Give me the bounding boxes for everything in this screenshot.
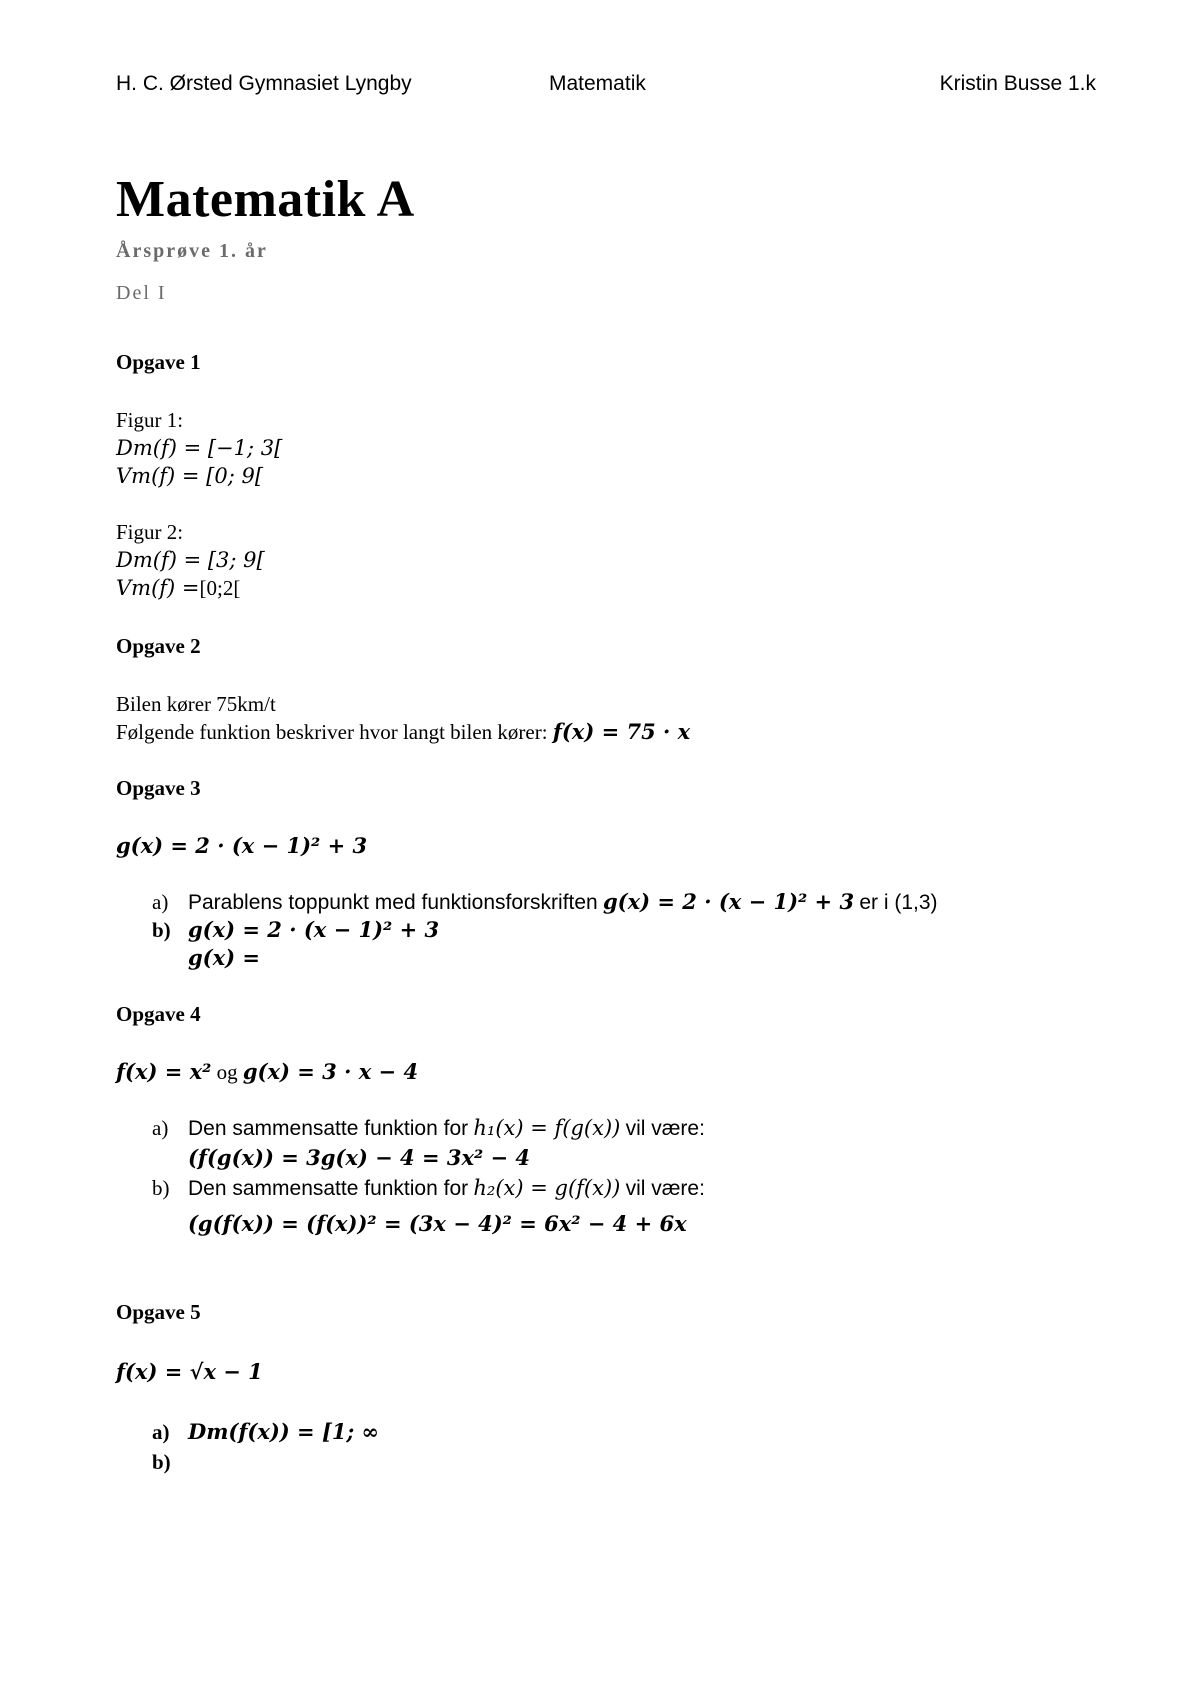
opgave3-formula: g(x) = 2 · (x − 1)² + 3: [116, 833, 368, 858]
opgave3-b-formula: g(x) = 2 · (x − 1)² + 3: [188, 917, 440, 942]
figur2-dm: Dm(f) = [3; 9[: [116, 548, 265, 572]
opgave4-item-a: [152, 1114, 705, 1143]
figur1-vm: Vm(f) = [0; 9[: [116, 464, 264, 488]
opgave4-formula-f: f(x) = x²: [116, 1059, 212, 1084]
opgave4-b-tail: vil være:: [625, 1177, 705, 1200]
opgave4-b-text: Den sammensatte funktion for: [188, 1177, 469, 1200]
opgave2-heading: Opgave 2: [116, 634, 201, 658]
opgave3-a-tail: er i (1,3): [859, 891, 938, 914]
opgave4-b-formula: h₂(x) = g(f(x)): [473, 1176, 621, 1200]
opgave2-line2: [116, 718, 690, 746]
opgave1-heading: Opgave 1: [116, 350, 201, 374]
opgave4-item-a-result: [152, 1144, 530, 1172]
header-school: H. C. Ørsted Gymnasiet Lyngby: [116, 72, 412, 95]
opgave2-formula: f(x) = 75 · x: [552, 719, 691, 744]
opgave4-formula-og: og: [216, 1060, 238, 1084]
opgave4-item-b: [152, 1174, 705, 1203]
opgave2-line1: Bilen kører 75km/t: [116, 692, 276, 716]
opgave5-item-a: [152, 1418, 379, 1446]
opgave3-heading: Opgave 3: [116, 776, 201, 800]
opgave3-item-b-line2: [152, 944, 260, 972]
document-title: Matematik A: [116, 171, 415, 228]
figur2-vm-value: [0;2[: [199, 576, 241, 600]
opgave3-b-marker: b): [152, 918, 171, 942]
header-author: Kristin Busse 1.k: [939, 72, 1096, 95]
opgave4-a-marker: a): [152, 1116, 169, 1140]
figur1-label: Figur 1:: [116, 408, 184, 432]
page-header: [116, 72, 1096, 102]
figur2-vm-prefix: Vm(f) =: [116, 576, 200, 600]
opgave3-item-a: [152, 888, 938, 917]
opgave5-a-marker: a): [152, 1420, 170, 1444]
opgave4-item-b-result: [152, 1210, 687, 1238]
opgave4-a-result: (f(g(x)) = 3g(x) − 4 = 3x² − 4: [188, 1145, 531, 1170]
figur2-vm: [116, 574, 240, 602]
opgave5-heading: Opgave 5: [116, 1300, 201, 1324]
opgave4-a-formula: h₁(x) = f(g(x)): [473, 1116, 621, 1140]
opgave3-a-text: Parablens toppunkt med funktionsforskriften: [188, 891, 598, 914]
opgave3-item-b: [152, 916, 439, 944]
opgave4-b-result: (g(f(x)) = (f(x))² = (3x − 4)² = 6x² − 4 + 6x: [188, 1211, 687, 1236]
opgave3-a-marker: a): [152, 890, 169, 914]
opgave5-formula: f(x) = √x − 1: [116, 1359, 263, 1384]
opgave4-heading: Opgave 4: [116, 1002, 201, 1026]
part-label: Del I: [116, 282, 167, 304]
header-subject: Matematik: [549, 72, 646, 95]
opgave5-b-marker: b): [152, 1450, 171, 1474]
opgave4-b-marker: b): [152, 1176, 170, 1200]
figur1-dm: Dm(f) = [−1; 3[: [116, 436, 283, 460]
opgave3-b-formula2: g(x) =: [188, 945, 260, 970]
opgave2-line2-text: Følgende funktion beskriver hvor langt bilen kører:: [116, 720, 548, 744]
figur2-label: Figur 2:: [116, 520, 184, 544]
opgave5-item-b: [152, 1448, 188, 1476]
opgave5-a-formula: Dm(f(x)) = [1; ∞: [188, 1419, 380, 1444]
opgave4-a-tail: vil være:: [625, 1117, 705, 1140]
opgave4-a-text: Den sammensatte funktion for: [188, 1117, 469, 1140]
document-subtitle: Årsprøve 1. år: [116, 240, 268, 262]
opgave4-formula-g: g(x) = 3 · x − 4: [242, 1059, 419, 1084]
opgave3-a-formula: g(x) = 2 · (x − 1)² + 3: [602, 889, 855, 914]
opgave4-formula: [116, 1058, 418, 1086]
